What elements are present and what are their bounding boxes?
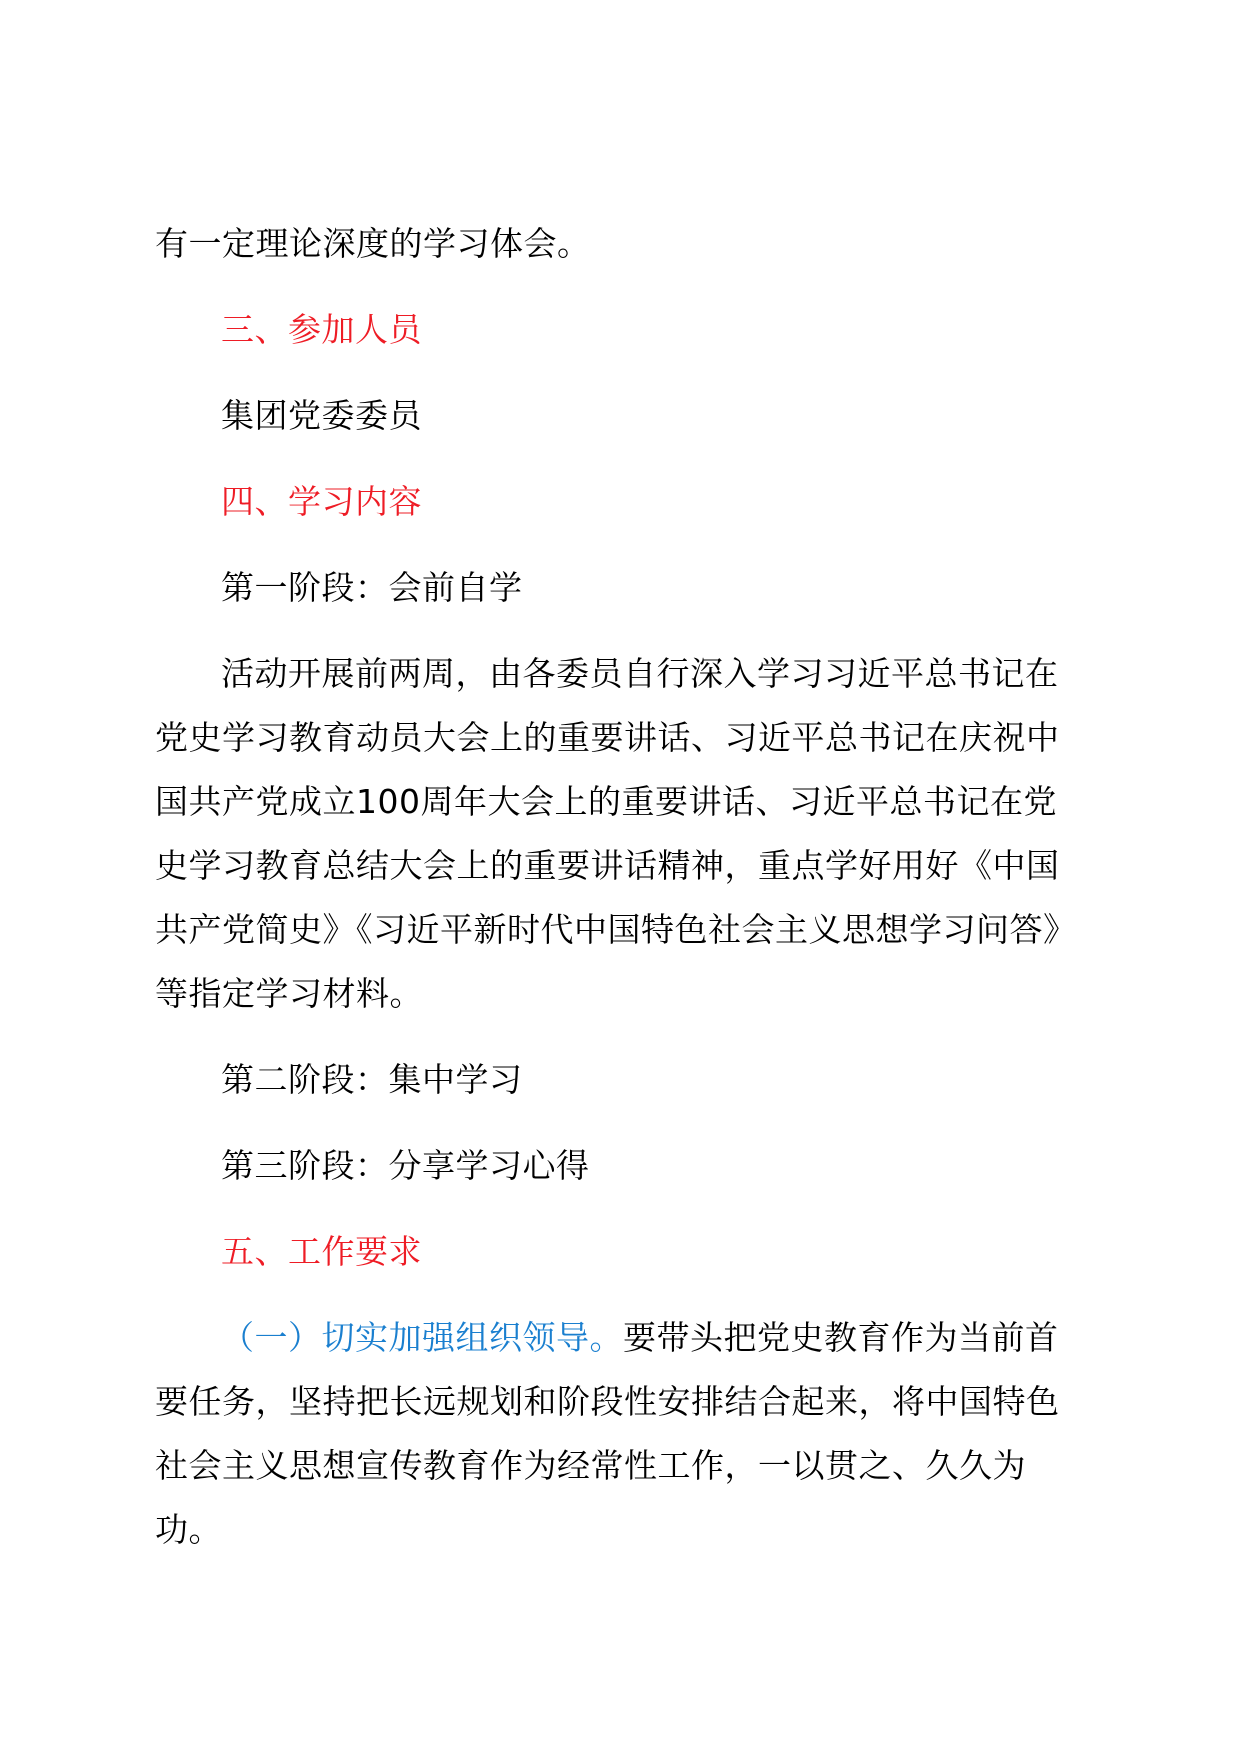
paragraph-stage-two: 第二阶段：集中学习: [221, 1060, 523, 1099]
paragraph-stage-one-detail: 活动开展前两周，由各委员自行深入学习习近平总书记在党史学习教育动员大会上的重要讲话、习近平总书记在庆祝中国共产党成立100周年大会上的重要讲话、习近平总书记在党史学习教育总结大会上的重要讲话精神，重点学好用好《中国共产党简史》《习近平新时代中国特色社会主义思想学习问答》等指定学习材料。: [155, 654, 1077, 1013]
section-heading-requirements: 五、工作要求: [221, 1232, 422, 1271]
requirement-one-text: 要带头把党史教育作为当前首要任务，坚持把长远规划和阶段性安排结合起来，将中国特色社会主义思想宣传教育作为经常性工作，一以贯之、久久为功。: [155, 1318, 1060, 1549]
paragraph-stage-three: 第三阶段：分享学习心得: [221, 1146, 590, 1185]
paragraph-stage-one: 第一阶段：会前自学: [221, 568, 523, 607]
paragraph-requirement-one: [155, 1306, 1090, 1562]
section-heading-participants: 三、参加人员: [221, 310, 422, 349]
document-body: [155, 212, 1090, 1562]
section-heading-content: 四、学习内容: [221, 482, 422, 521]
paragraph-continuation: 有一定理论深度的学习体会。: [155, 224, 591, 263]
requirement-one-lead: （一）切实加强组织领导。: [221, 1318, 623, 1357]
paragraph-participants: 集团党委委员: [221, 396, 422, 435]
